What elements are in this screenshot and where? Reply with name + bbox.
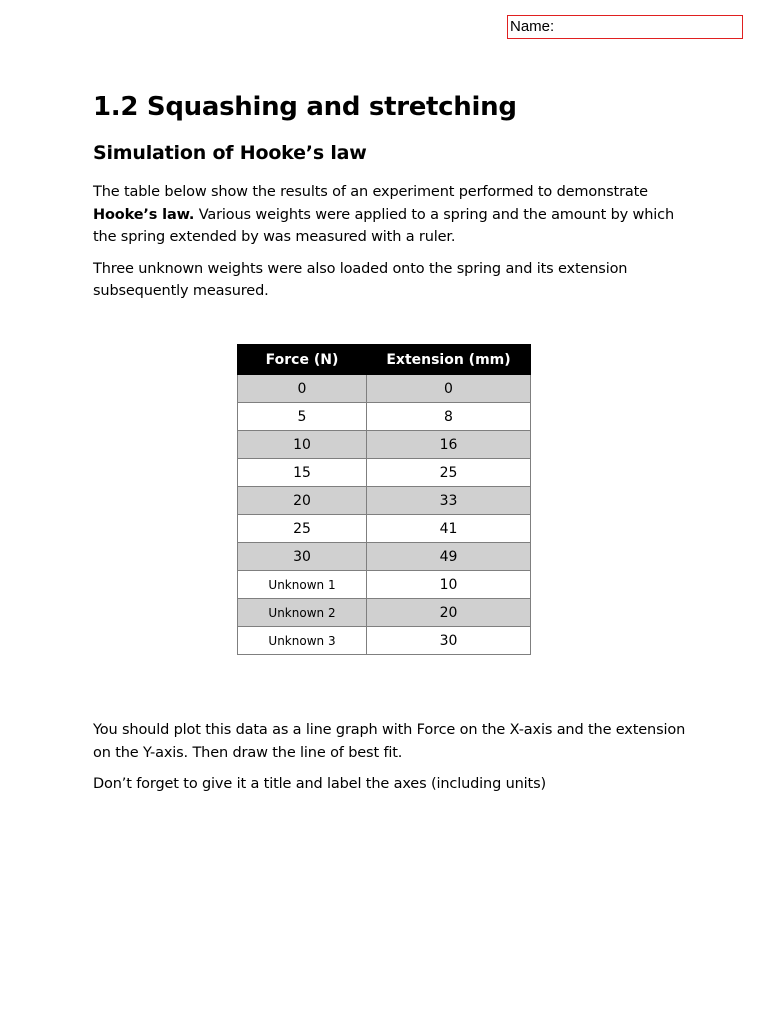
force-cell: Unknown 2 <box>238 599 367 627</box>
force-cell: 5 <box>238 403 367 431</box>
extension-column-header: Extension (mm) <box>367 345 531 375</box>
extension-cell: 16 <box>367 431 531 459</box>
extension-cell: 25 <box>367 459 531 487</box>
force-cell: Unknown 3 <box>238 627 367 655</box>
unknown-weights-paragraph: Three unknown weights were also loaded onto the spring and its extension subsequently measured. <box>93 260 628 299</box>
extension-cell: 8 <box>367 403 531 431</box>
force-cell: 15 <box>238 459 367 487</box>
worksheet-header <box>93 86 693 303</box>
extension-cell: 33 <box>367 487 531 515</box>
table-row <box>238 487 531 515</box>
extension-cell: 20 <box>367 599 531 627</box>
table-row <box>238 571 531 599</box>
extension-cell: 0 <box>367 375 531 403</box>
table-row <box>238 515 531 543</box>
instructions-paragraph: You should plot this data as a line graph with Force on the X-axis and the extension on the Y-axis. Then draw the line of best fit. <box>93 722 686 761</box>
table-row <box>238 431 531 459</box>
intro-paragraph <box>93 181 693 249</box>
table-row <box>238 403 531 431</box>
extension-cell: 10 <box>367 571 531 599</box>
table-header-row <box>238 345 531 375</box>
table-row <box>238 627 531 655</box>
results-table <box>237 344 531 655</box>
force-cell: 20 <box>238 487 367 515</box>
reminder-paragraph: Don’t forget to give it a title and label the axes (including units) <box>93 776 547 792</box>
table-row <box>238 459 531 487</box>
table-row <box>238 375 531 403</box>
force-cell: Unknown 1 <box>238 571 367 599</box>
force-cell: 10 <box>238 431 367 459</box>
force-column-header: Force (N) <box>238 345 367 375</box>
force-cell: 25 <box>238 515 367 543</box>
page-title: 1.2 Squashing and stretching <box>93 92 517 122</box>
intro-text-1: The table below show the results of an experiment performed to demonstrate <box>93 184 648 200</box>
force-cell: 30 <box>238 543 367 571</box>
intro-bold-term: Hooke’s law. <box>93 206 195 223</box>
name-field[interactable] <box>507 15 743 39</box>
name-label: Name: <box>510 18 555 35</box>
force-cell: 0 <box>238 375 367 403</box>
section-title: Simulation of Hooke’s law <box>93 142 367 164</box>
extension-cell: 30 <box>367 627 531 655</box>
extension-cell: 41 <box>367 515 531 543</box>
intro-text-2: Various weights were applied to a spring and the amount by which the spring extended by was measured with a ruler. <box>93 206 675 245</box>
table-row <box>238 599 531 627</box>
table-row <box>238 543 531 571</box>
extension-cell: 49 <box>367 543 531 571</box>
